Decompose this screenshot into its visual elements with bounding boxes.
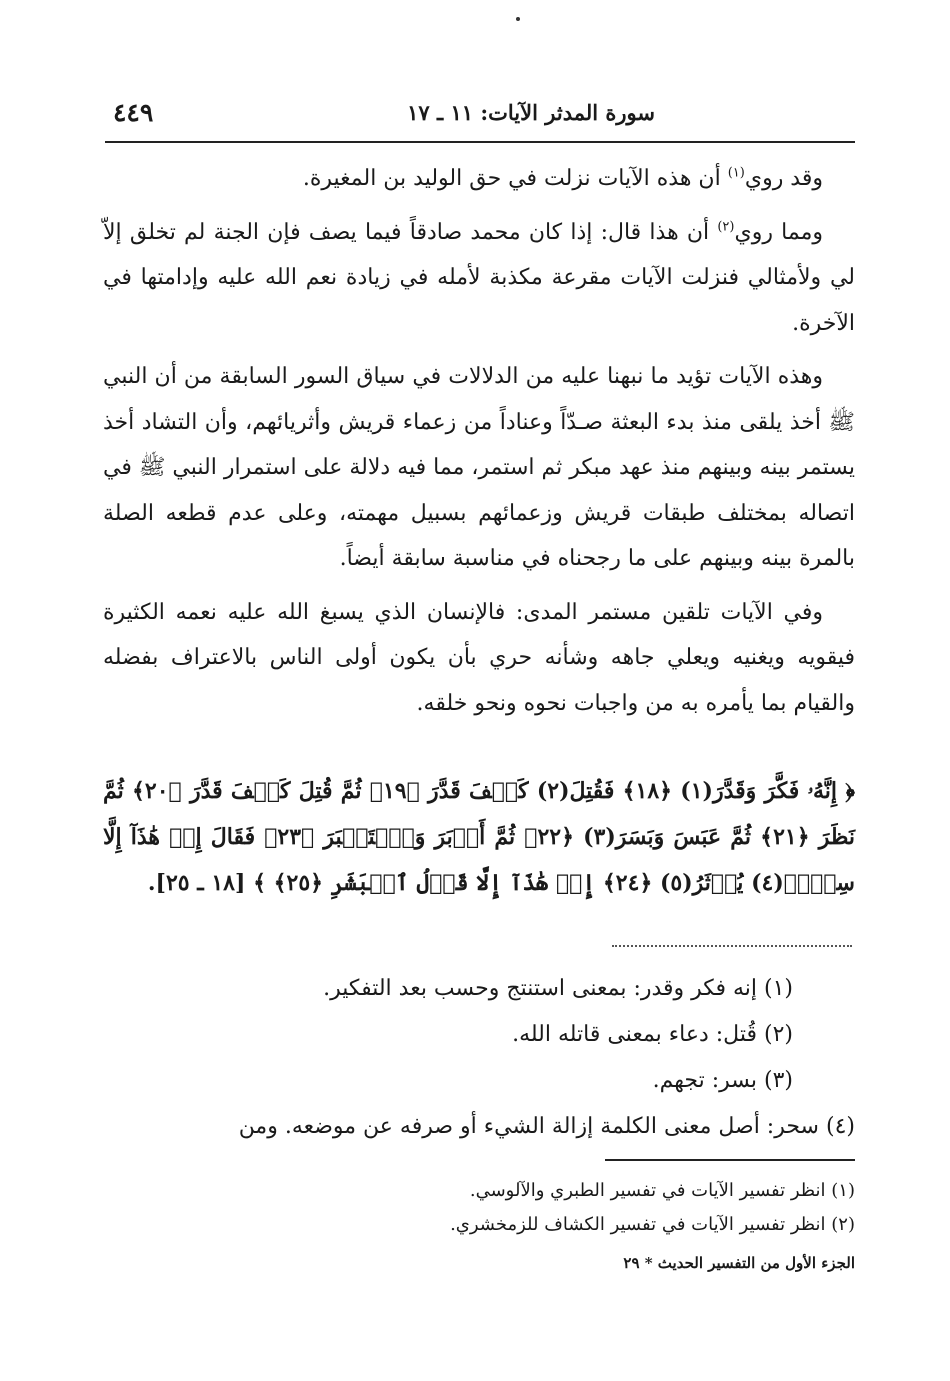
top-dot bbox=[516, 17, 520, 21]
p1-text-a: وقد روي bbox=[744, 166, 823, 191]
paragraph-1 bbox=[103, 156, 855, 202]
footnote-ref-1[interactable]: (١) bbox=[727, 165, 745, 181]
glossary-notes bbox=[103, 966, 855, 1150]
page-number: ٤٤٩ bbox=[113, 98, 154, 127]
body-text bbox=[103, 156, 855, 734]
volume-signature: الجزء الأول من التفسير الحديث * ٢٩ bbox=[623, 1254, 855, 1272]
paragraph-3: وهذه الآيات تؤيد ما نبهنا عليه من الدلالات في سياق السور السابقة من أن النبي ﷺ أخذ يلقى منذ بدء البعثة صـدّاً وعناداً من زعماء قريش وأثريائهم، وأن التشاد أخذ يستمر بينه وبينهم منذ عهد مبكر ثم استمر، مما فيه دلالة على استمرار النبي ﷺ في اتصاله بمختلف طبقات قريش وزعمائهم بسبيل مهمته، وعلى عدم قطعه الصلة بالمرة بينه وبينهم على ما رجحناه في مناسبة سابقة أيضاً. bbox=[103, 364, 855, 571]
glossary-item: (١) إنه فكر وقدر: بمعنى استنتج وحسب بعد التفكير. bbox=[323, 976, 793, 1001]
quran-verse-block: ﴿ إِنَّهُۥ فَكَّرَ وَقَدَّرَ(١) ﴿١٨﴾ فَقُتِلَ(٢) كَيۡفَ قَدَّرَ ﴿١٩﴾ ثُمَّ قُتِلَ كَيۡفَ قَدَّرَ ﴿٢٠﴾ ثُمَّ نَظَرَ ﴿٢١﴾ ثُمَّ عَبَسَ وَبَسَرَ(٣) ﴿٢٢﴾ ثُمَّ أَدۡبَرَ وَٱسۡتَكۡبَرَ ﴿٢٣﴾ فَقَالَ إِنۡ هَٰذَآ إِلَّا سِحۡرٞ(٤) يُؤۡثَرُ(٥) ﴿٢٤﴾ إِنۡ هَٰذَآ إِلَّا قَوۡلُ ٱلۡبَشَرِ ﴿٢٥﴾ ﴾ [١٨ ـ ٢٥]. bbox=[103, 778, 856, 896]
dotted-separator bbox=[612, 945, 852, 947]
p1-text-b: أن هذه الآيات نزلت في حق الوليد بن المغيرة. bbox=[302, 166, 728, 191]
running-header bbox=[105, 96, 855, 136]
header-rule bbox=[105, 141, 855, 143]
header-title: سورة المدثر الآيات: ١١ ـ ١٧ bbox=[407, 100, 655, 125]
footnote-rule bbox=[605, 1159, 855, 1161]
footnote-1: (١) انظر تفسير الآيات في تفسير الطبري والآلوسي. bbox=[469, 1180, 855, 1201]
footnote-ref-2[interactable]: (٢) bbox=[717, 219, 735, 235]
paragraph-2 bbox=[103, 210, 855, 347]
footnotes bbox=[103, 1174, 855, 1242]
paragraph-4: وفي الآيات تلقين مستمر المدى: فالإنسان الذي يسبغ الله عليه نعمه الكثيرة فيقويه ويغنيه ويعلي جاهه وشأنه حري بأن يكون أولى الناس بالاعتراف بفضله والقيام بما يأمره به من واجبات نحوه ونحو خلقه. bbox=[103, 599, 855, 716]
p2-text-a: ومما روي bbox=[734, 219, 823, 245]
glossary-item: (٣) بسر: تجهم. bbox=[652, 1068, 793, 1093]
footnote-2: (٢) انظر تفسير الآيات في تفسير الكشاف للزمخشري. bbox=[450, 1214, 855, 1235]
p2-text-b: أن هذا قال: إذا كان محمد صادقاً فيما يصف فإن الجنة لم تخلق إلاّ لي ولأمثالي فنزلت الآيات مقرعة مكذبة لأمله في زيادة نعم الله عليه وإدامتها في الآخرة. bbox=[103, 219, 855, 336]
glossary-item: (٢) قُتل: دعاء بمعنى قاتله الله. bbox=[512, 1022, 793, 1047]
glossary-item: (٤) سحر: أصل معنى الكلمة إزالة الشيء أو صرفه عن موضعه. ومن bbox=[238, 1114, 855, 1139]
